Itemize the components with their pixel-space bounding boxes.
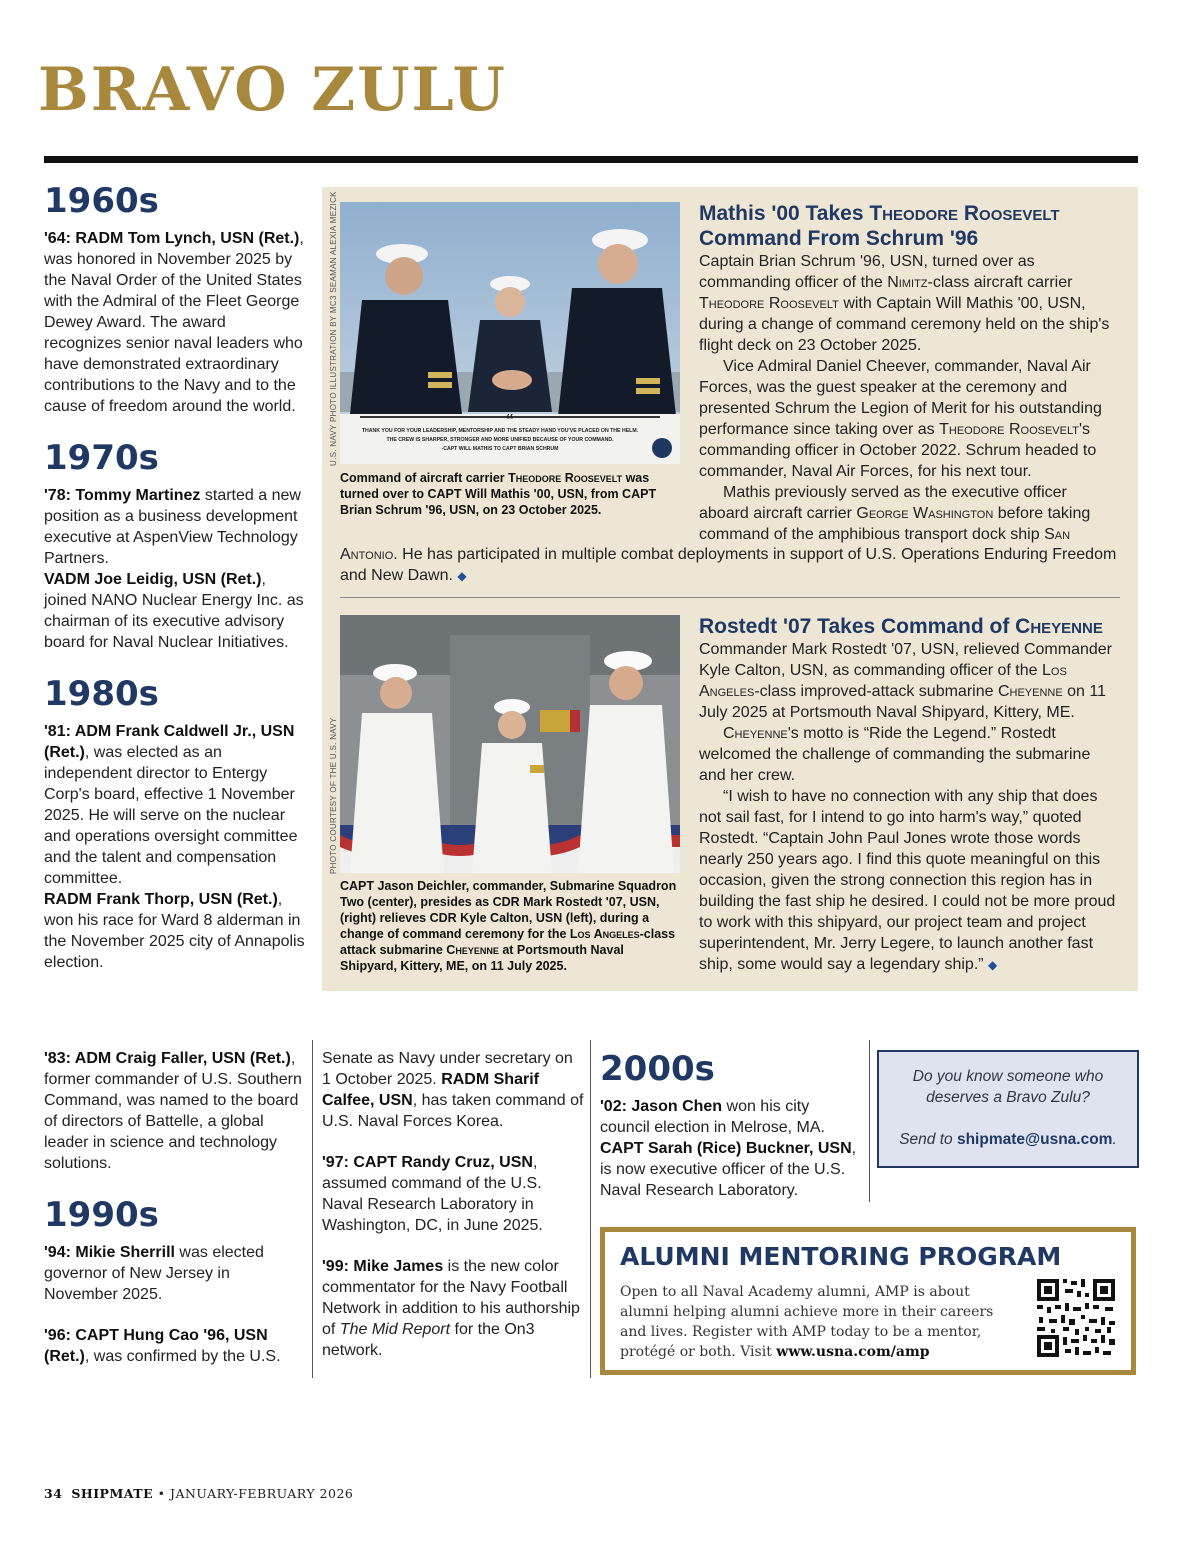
entry-78b: VADM Joe Leidig, USN (Ret.), joined NANO Nuclear Energy Inc. as chairman of its executive advisory board for Naval Nuclear Initiatives. (44, 571, 304, 651)
entry-64: '64: RADM Tom Lynch, USN (Ret.), was honored in November 2025 by the Naval Order of the United States with the Admiral of the Fleet George Dewey Award. The award recognizes senior naval leaders who have demonstrated extraordinary contributions to the Navy and to the cause of freedom around the world. (44, 230, 304, 415)
photo-caption: CAPT Jason Deichler, commander, Submarine Squadron Two (center), presides as CDR Mark Rostedt '07, USN, (right) relieves CDR Kyle Calton, USN (left), during a change of command ceremony for the Los Angeles-class attack submarine Cheyenne at Portsmouth Naval Shipyard, Kittery, ME, on 11 July 2025. (340, 879, 677, 973)
decade-heading-1960s: 1960s (44, 181, 159, 221)
tip-send: Send to shipmate@usna.com. (899, 1131, 1117, 1148)
column-divider (312, 1040, 313, 1378)
quote-mark: “ (506, 412, 514, 429)
email-link[interactable]: shipmate@usna.com (956, 1131, 1113, 1148)
decade-heading-2000s: 2000s (600, 1049, 715, 1089)
submarine-ceremony-photo (340, 615, 680, 873)
entry-99: '99: Mike James is the new color commentator for the Navy Football Network in addition to his authorship of The Mid Report for the On3 network. (322, 1258, 580, 1359)
decade-heading-1990s: 1990s (44, 1195, 159, 1235)
entry-97: '97: CAPT Randy Cruz, USN, assumed command of the U.S. Naval Research Laboratory in Washington, DC, in June 2025. (322, 1154, 543, 1234)
paragraph: Vice Admiral Daniel Cheever, commander, Naval Air Forces, was the guest speaker at the ceremony and presented Schrum the Legion of Merit for his outstanding performance since taking over as Theodore Roosevelt's commanding officer in October 2022. Schrum headed to commander, Naval Air Forces, for his next tour. (699, 358, 1102, 480)
magazine-name: SHIPMATE (71, 1486, 154, 1501)
story-headline: Rostedt '07 Takes Command of Cheyenne (699, 615, 1103, 638)
end-mark-icon: ◆ (988, 958, 998, 972)
entry-81: '81: ADM Frank Caldwell Jr., USN (Ret.), was elected as an independent director to Entergy Corp's board, effective 1 November 2025. He will serve on the nuclear and operations oversight committee and the talent and compensation committee. (44, 723, 298, 887)
entry-name: '64: RADM Tom Lynch, USN (Ret.) (44, 230, 300, 247)
story-body (699, 251, 1119, 545)
story-headline: Mathis '00 Takes Theodore Roosevelt Command From Schrum '96 (699, 202, 1060, 250)
column-divider (869, 1040, 870, 1202)
paragraph: “I wish to have no connection with any ship that does not sail fast, for I intend to go into harm's way,” quoted Rostedt. “Captain John Paul Jones wrote those words nearly 250 years ago. I find this quote meaningful on this occasion, given the strong connection this region has in building the fast ship he desired. I could not be more proud to work with this shipyard, our project team and project superintendent, Mr. Jerry Legere, to launch another fast ship, some would say a legendary ship.” ◆ (699, 788, 1116, 973)
amp-text: Open to all Naval Academy alumni, AMP is about alumni helping alumni achieve more in their careers and lives. Register with AMP today to be a mentor, protégé or both. Visit www.usna.com/amp (620, 1284, 994, 1360)
bravo-zulu-submission-box (877, 1050, 1139, 1168)
entry-02b: CAPT Sarah (Rice) Buckner, USN, is now executive officer of the U.S. Naval Research Laboratory. (600, 1140, 857, 1199)
left-column (44, 181, 306, 973)
tip-line: Do you know someone who deserves a Bravo Zulu? (912, 1068, 1104, 1106)
photo-illustration (340, 615, 680, 873)
header-rule (44, 156, 1138, 163)
right-column (600, 1049, 862, 1201)
entry-96-cont: Senate as Navy under secretary on 1 October 2025. RADM Sharif Calfee, USN, has taken command of U.S. Naval Forces Korea. (322, 1050, 584, 1130)
photo-credit: U.S. NAVY PHOTO ILLUSTRATION BY MC3 SEAMAN ALEXIA MEZICK (329, 191, 338, 466)
alumni-mentoring-box (600, 1227, 1136, 1375)
page-title: BRAVO ZULU (38, 55, 507, 125)
photo-credit: PHOTO COURTESY OF THE U.S. NAVY (329, 717, 338, 874)
page-number: 34 (44, 1486, 63, 1501)
story-body-wide: Antonio. He has participated in multiple combat deployments in support of U.S. Operations Enduring Freedom and New Dawn. ◆ (340, 546, 1117, 584)
story-body (699, 639, 1120, 976)
paragraph: Captain Brian Schrum '96, USN, turned over as commanding officer of the Nimitz-class aircraft carrier Theodore Roosevelt with Captain Will Mathis '00, USN, during a change of command ceremony held on the ship's flight deck on 23 October 2025. (699, 253, 1110, 354)
qr-code-icon[interactable] (1035, 1277, 1117, 1359)
column-divider (590, 1040, 591, 1378)
issue-date: JANUARY-FEBRUARY 2026 (169, 1486, 354, 1501)
change-of-command-photo (340, 202, 680, 464)
middle-column (322, 1048, 584, 1361)
paragraph: Mathis previously served as the executive officer aboard aircraft carrier George Washington before taking command of the amphibious transport dock ship San (699, 484, 1091, 543)
entry-02: '02: Jason Chen won his city council election in Melrose, MA. (600, 1098, 825, 1136)
entry-83: '83: ADM Craig Faller, USN (Ret.), former commander of U.S. Southern Command, was named to the board of directors of Battelle, a global leader in science and technology solutions. (44, 1050, 302, 1172)
page-footer: 34 SHIPMATE • JANUARY-FEBRUARY 2026 (44, 1486, 354, 1501)
entry-81b: RADM Frank Thorp, USN (Ret.), won his race for Ward 8 alderman in the November 2025 city of Annapolis election. (44, 891, 305, 971)
amp-url[interactable]: www.usna.com/amp (776, 1344, 930, 1360)
photo-caption: Command of aircraft carrier Theodore Roosevelt was turned over to CAPT Will Mathis '00, USN, from CAPT Brian Schrum '96, USN, on 23 October 2025. (340, 471, 657, 517)
entry-78: '78: Tommy Martinez started a new position as a business development executive at AspenView Technology Partners. (44, 487, 301, 567)
paragraph: Cheyenne's motto is “Ride the Legend.” Rostedt welcomed the challenge of commanding the submarine and her crew. (699, 725, 1091, 784)
decade-heading-1980s: 1980s (44, 674, 159, 714)
entry-96: '96: CAPT Hung Cao '96, USN (Ret.), was confirmed by the U.S. (44, 1327, 281, 1365)
amp-title: ALUMNI MENTORING PROGRAM (620, 1242, 1062, 1271)
left-column-lower (44, 1048, 306, 1367)
end-mark-icon: ◆ (457, 569, 467, 583)
decade-heading-1970s: 1970s (44, 438, 159, 478)
story-divider (340, 597, 1120, 598)
paragraph: Commander Mark Rostedt '07, USN, relieved Commander Kyle Calton, USN, as commanding officer of the Los Angeles-class improved-attack submarine Cheyenne on 11 July 2025 at Portsmouth Naval Shipyard, Kittery, ME. (699, 641, 1112, 721)
entry-94: '94: Mikie Sherrill was elected governor of New Jersey in November 2025. (44, 1244, 264, 1303)
photo-quote: THANK YOU FOR YOUR LEADERSHIP, MENTORSHIP AND THE STEADY HAND YOU'VE PLACED ON THE HELM. THE CREW IS SHARPER, STRONGER AND MORE UNIFIED BECAUSE OF YOUR COMMAND. -CAPT WILL MATHIS TO CAPT BRIAN SCHRUM (361, 428, 639, 452)
